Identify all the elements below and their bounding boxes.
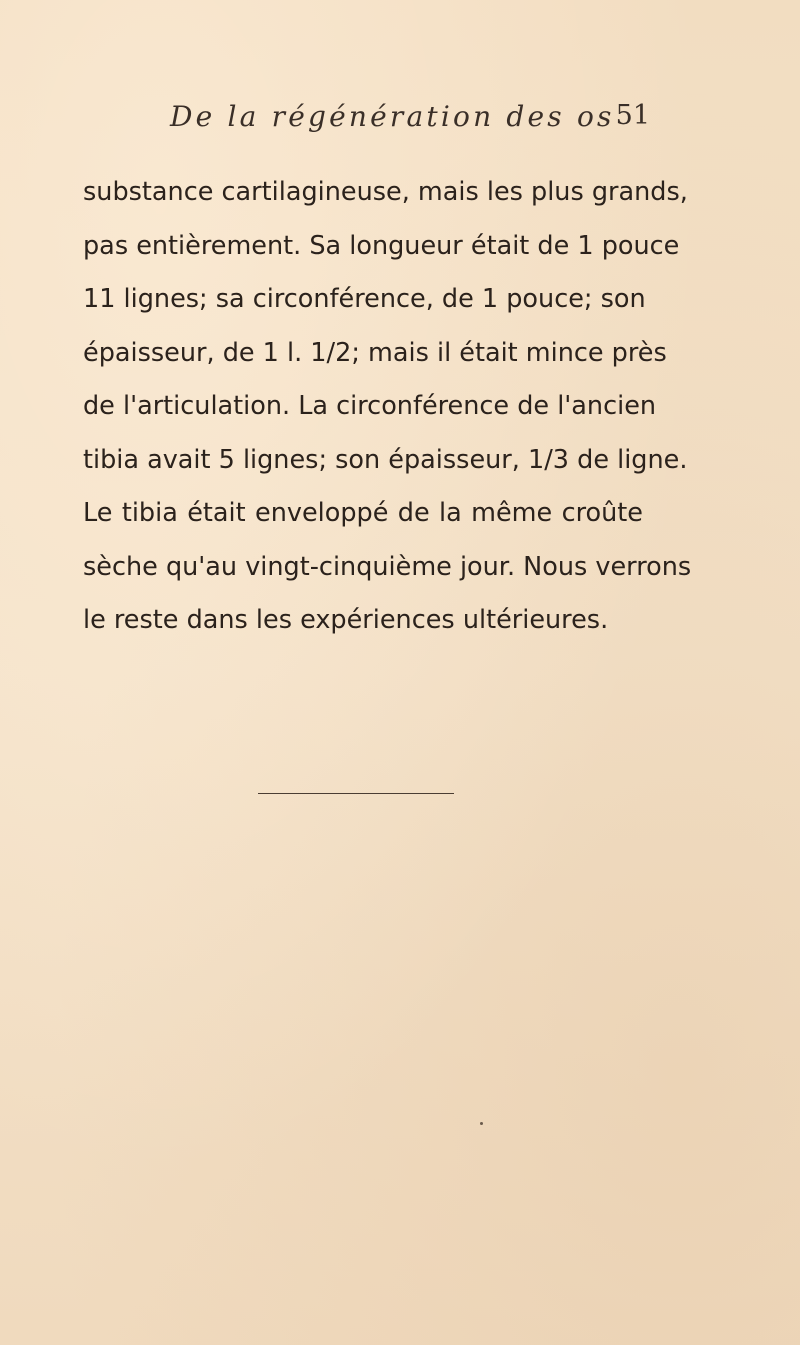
- text-line: de l'articulation. La circonférence de l'ancien: [83, 391, 657, 421]
- text-line: le reste dans les expériences ultérieures.: [83, 605, 609, 635]
- text-line: substance cartilagineuse, mais les plus grands,: [83, 177, 688, 207]
- text-line: tibia avait 5 lignes; son épaisseur, 1/3 de ligne.: [83, 444, 688, 475]
- end-rule: [258, 793, 454, 794]
- text-line: Le tibia était enveloppé de la même croûte: [83, 498, 643, 528]
- text-line: 11 lignes; sa circonférence, de 1 pouce; son: [83, 284, 646, 314]
- page-number: 51: [615, 100, 650, 131]
- running-head: [170, 100, 650, 140]
- text-line: pas entièrement. Sa longueur était de 1 pouce: [83, 230, 680, 261]
- paper-speck: [480, 1122, 483, 1125]
- text-line: épaisseur, de 1 l. 1/2; mais il était mince près: [83, 337, 667, 368]
- body-text: [83, 166, 692, 648]
- text-line: sèche qu'au vingt-cinquième jour. Nous verrons: [83, 551, 692, 582]
- running-title: De la régénération des os: [170, 100, 615, 133]
